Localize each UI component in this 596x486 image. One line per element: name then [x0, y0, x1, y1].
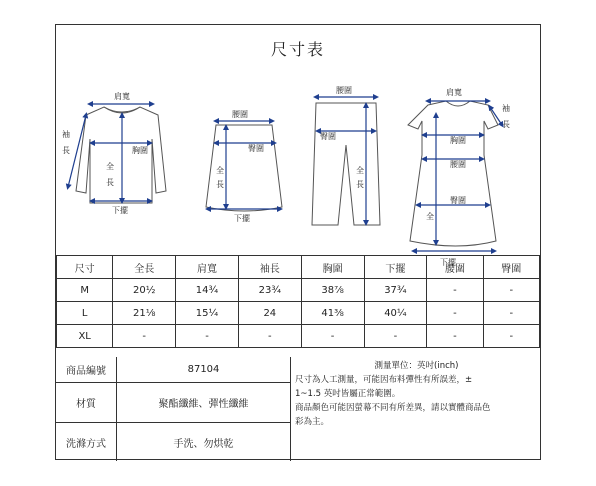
pants-waist-label: 腰圍 — [336, 86, 352, 95]
measurement-notes — [290, 357, 542, 461]
code-label: 商品編號 — [56, 357, 117, 383]
product-info — [56, 357, 540, 461]
note-line: 彩為主。 — [295, 417, 330, 427]
top-shoulder-label: 肩寬 — [114, 92, 130, 101]
table-cell: 37¾ — [364, 279, 427, 302]
skirt-length-label-a: 全 — [216, 166, 224, 175]
table-cell: 23¾ — [238, 279, 301, 302]
note-line: 1~1.5 英吋皆屬正常範圍。 — [295, 389, 401, 399]
dress-sleeve-label-a: 袖 — [502, 104, 510, 113]
garment-diagrams — [56, 55, 540, 283]
pants-arrows — [316, 97, 376, 223]
size-cell: M — [57, 279, 113, 302]
material-value: 聚酯纖維、彈性纖維 — [117, 383, 290, 423]
header-size: 尺寸 — [57, 256, 113, 279]
pants-hip-label: 臀圍 — [320, 132, 336, 141]
table-cell: - — [364, 325, 427, 348]
wash-value: 手洗、勿烘乾 — [173, 438, 234, 450]
size-cell: L — [57, 302, 113, 325]
table-cell: - — [113, 325, 176, 348]
dress-chest-label: 胸圍 — [450, 136, 466, 145]
skirt-waist-label: 腰圍 — [232, 110, 248, 119]
size-table-header — [57, 256, 540, 279]
pants-length-label-a: 全 — [356, 166, 364, 175]
skirt-arrows — [208, 121, 280, 209]
table-cell: - — [483, 302, 539, 325]
table-cell: 38⅞ — [301, 279, 364, 302]
dress-sleeve-label-b: 長 — [502, 120, 510, 129]
table-cell: - — [238, 325, 301, 348]
pants-length-label-b: 長 — [356, 180, 364, 189]
skirt-hip-label: 臀圍 — [248, 144, 264, 153]
header-sleeve: 袖長 — [238, 256, 301, 279]
dress-illustration — [408, 101, 498, 246]
table-cell: - — [427, 302, 483, 325]
dress-hip-label: 臀圍 — [450, 196, 466, 205]
dress-length-label: 全 — [426, 212, 434, 221]
top-hem-label: 下擺 — [112, 206, 128, 215]
size-cell: XL — [57, 325, 113, 348]
info-labels — [56, 357, 117, 461]
table-row — [57, 325, 540, 348]
dress-waist-label: 腰圍 — [450, 160, 466, 169]
note-line: 尺寸為人工測量，可能因布料彈性有所誤差，± — [295, 375, 473, 385]
table-cell: 20½ — [113, 279, 176, 302]
dress-hem-label: 下擺 — [440, 258, 456, 267]
table-cell: - — [427, 279, 483, 302]
garment-illustrations — [56, 55, 542, 283]
table-cell: - — [483, 325, 539, 348]
wash-label: 洗滌方式 — [56, 423, 117, 461]
table-cell: 15¼ — [176, 302, 239, 325]
table-cell: - — [301, 325, 364, 348]
top-length-label-a: 全 — [106, 162, 114, 171]
header-chest: 胸圍 — [301, 256, 364, 279]
skirt-hem-label: 下擺 — [234, 214, 250, 223]
header-hem: 下擺 — [364, 256, 427, 279]
table-cell: 24 — [238, 302, 301, 325]
table-cell: - — [427, 325, 483, 348]
material-label: 材質 — [56, 383, 117, 423]
dress-arrows — [414, 101, 502, 251]
table-cell: 21⅛ — [113, 302, 176, 325]
top-sleeve-label-b: 長 — [62, 146, 70, 155]
pants-illustration — [312, 103, 380, 225]
top-chest-label: 胸圍 — [132, 146, 148, 155]
page-title: 尺寸表 — [270, 40, 325, 59]
skirt-length-label-b: 長 — [216, 180, 224, 189]
table-cell: - — [483, 279, 539, 302]
top-length-label-b: 長 — [106, 178, 114, 187]
header-shoulder: 肩寬 — [176, 256, 239, 279]
dress-shoulder-label: 肩寬 — [446, 88, 462, 97]
size-table — [56, 255, 540, 348]
top-illustration — [76, 107, 166, 203]
table-row — [57, 279, 540, 302]
note-line: 商品顏色可能因螢幕不同有所差異，請以實體商品色 — [295, 403, 491, 413]
header-hip: 臀圍 — [483, 256, 539, 279]
info-values — [117, 357, 290, 461]
header-waist: 腰圍 — [427, 256, 483, 279]
header-length: 全長 — [113, 256, 176, 279]
table-row — [57, 302, 540, 325]
top-sleeve-label-a: 袖 — [62, 130, 70, 139]
table-cell: 41⅜ — [301, 302, 364, 325]
table-cell: - — [176, 325, 239, 348]
size-chart-frame — [55, 24, 541, 460]
table-cell: 14¾ — [176, 279, 239, 302]
table-cell: 40¼ — [364, 302, 427, 325]
measurement-unit: 測量單位：英吋(inch) — [374, 361, 459, 371]
code-value: 87104 — [117, 357, 290, 383]
